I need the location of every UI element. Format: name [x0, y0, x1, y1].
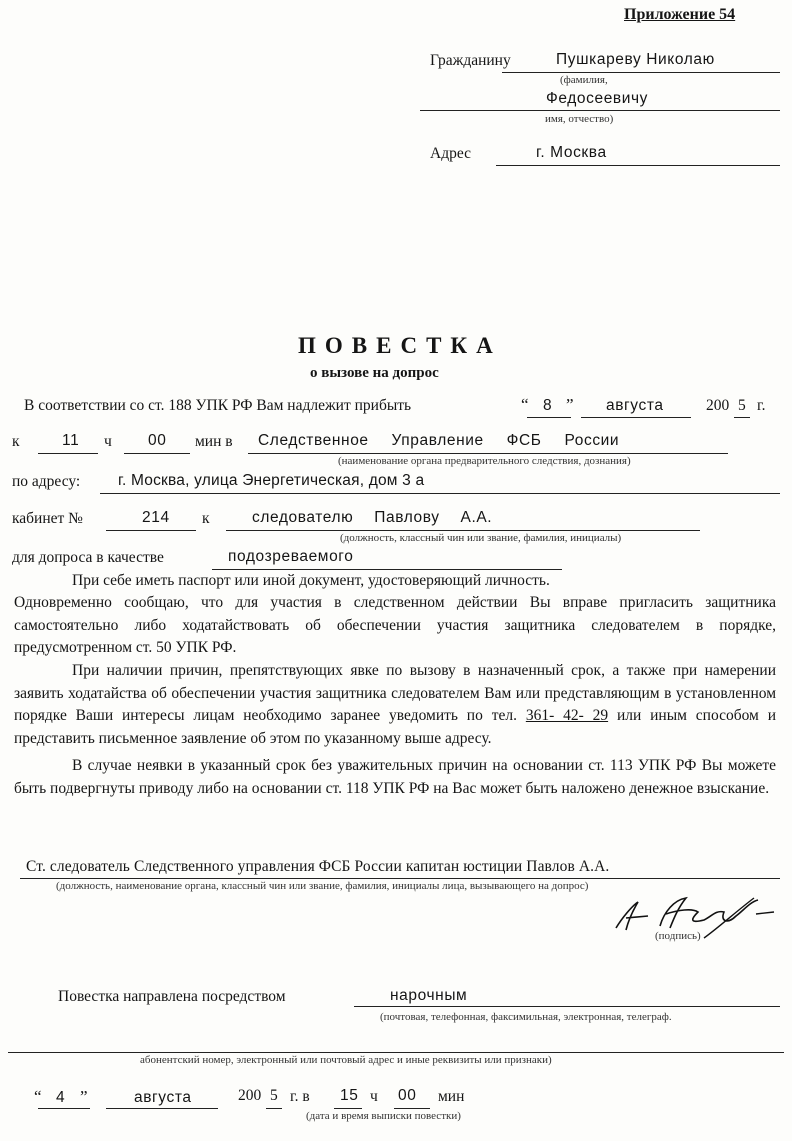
signer-line: [20, 878, 780, 879]
signature-caption: (подпись): [655, 930, 701, 942]
summons-organ: Следственное Управление ФСБ России: [258, 432, 620, 449]
signer-text: Ст. следователь Следственного управления ФСБ России капитан юстиции Павлов А.А.: [26, 858, 610, 875]
summons-quote-open: “: [521, 395, 529, 414]
summons-year-prefix: 200: [706, 397, 730, 414]
summons-officer-line: [226, 530, 700, 531]
summons-officer-caption: (должность, классный чин или звание, фамилия, инициалы): [340, 532, 622, 544]
recipient-surname-name: Пушкареву Николаю: [556, 51, 715, 68]
delivery-method: нарочным: [390, 987, 468, 1004]
issue-year-line: [266, 1108, 282, 1109]
summons-minute-unit: мин в: [195, 433, 233, 450]
issue-year-suffix: 5: [270, 1087, 278, 1104]
summons-hour-line: [38, 453, 98, 454]
summons-year-unit: г.: [757, 397, 766, 414]
paragraph-penalty: В случае неявки в указанный срок без уважительных причин на основании ст. 113 УПК РФ Вы можете быть подвергнуты приводу либо на основании ст. 118 УПК РФ на Вас может быть наложено денежное взыскание.: [14, 757, 776, 797]
recipient-patronymic: Федосеевичу: [546, 90, 649, 107]
delivery-requisites-line: [8, 1052, 784, 1053]
summons-day-line: [527, 417, 571, 418]
summons-officer: следователю Павлову А.А.: [252, 509, 493, 526]
summons-capacity: подозреваемого: [228, 548, 354, 565]
recipient-address: г. Москва: [536, 144, 607, 161]
issue-quote-close: ”: [80, 1087, 88, 1106]
document-subtitle: о вызове на допрос: [310, 365, 439, 381]
summons-day: 8: [543, 397, 553, 414]
appendix-label: Приложение 54: [624, 6, 736, 23]
summons-room-line: [106, 530, 196, 531]
summons-address-label: по адресу:: [12, 473, 81, 490]
recipient-surname-caption: (фамилия,: [560, 74, 608, 86]
summons-capacity-label: для допроса в качестве: [12, 549, 164, 566]
summons-room: 214: [142, 509, 170, 526]
summons-address: г. Москва, улица Энергетическая, дом 3 а: [118, 472, 425, 489]
issue-year-prefix: 200: [238, 1087, 262, 1104]
issue-minute-line: [394, 1108, 430, 1109]
summons-at-label: к: [12, 433, 20, 450]
paragraph-notice: При наличии причин, препятствующих явке по вызову в назначенный срок, а также при намерении заявить ходатайства об обеспечении участия защитника следователем Вам или представляющим в установленном порядке Ваши интересы лицам необходимо заранее уведомить по тел. 361- 42- 29 или иным способом и представить письменное заявление об этом по указанному выше адресу.: [14, 662, 777, 747]
issue-month: августа: [134, 1089, 192, 1106]
delivery-method-caption: (почтовая, телефонная, факсимильная, электронная, телеграф.: [380, 1011, 672, 1023]
recipient-name-line: [502, 72, 780, 73]
summons-year-line: [734, 417, 750, 418]
recipient-address-line: [496, 165, 780, 166]
signer-caption: (должность, наименование органа, классный чин или звание, фамилия, инициалы лица, вызывающего на допрос): [56, 880, 589, 892]
recipient-label: Гражданину: [430, 52, 511, 69]
issue-hour-unit: ч: [370, 1088, 378, 1105]
summons-organ-caption: (наименование органа предварительного следствия, дознания): [338, 455, 631, 467]
summons-month-line: [581, 417, 691, 418]
recipient-patronymic-line: [420, 110, 780, 111]
issue-month-line: [106, 1108, 218, 1109]
phone-number: 361- 42- 29: [525, 707, 609, 724]
summons-intro: В соответствии со ст. 188 УПК РФ Вам надлежит прибыть: [24, 397, 412, 414]
recipient-patronymic-caption: имя, отчество): [545, 113, 614, 125]
issue-hour-line: [334, 1108, 362, 1109]
delivery-method-line: [354, 1006, 780, 1007]
summons-organ-line: [248, 453, 728, 454]
summons-quote-close: ”: [566, 395, 574, 414]
document-title: ПОВЕСТКА: [298, 333, 502, 358]
summons-hour: 11: [62, 432, 80, 449]
summons-hour-unit: ч: [104, 433, 112, 450]
delivery-requisites-caption: абонентский номер, электронный или почтовый адрес и иные реквизиты или признаки): [140, 1054, 552, 1066]
summons-minute: 00: [148, 432, 167, 449]
summons-year-suffix: 5: [738, 397, 746, 414]
summons-room-label: кабинет №: [12, 510, 83, 527]
delivery-label: Повестка направлена посредством: [58, 988, 286, 1005]
issue-minute: 00: [398, 1087, 417, 1104]
issue-day: 4: [56, 1089, 66, 1106]
issue-hour: 15: [340, 1087, 359, 1104]
issue-quote-open: “: [34, 1087, 42, 1106]
issue-minute-unit: мин: [438, 1088, 465, 1105]
issue-caption: (дата и время выписки повестки): [306, 1110, 461, 1122]
paragraph-defender: Одновременно сообщаю, что для участия в следственном действии Вы вправе пригласить защитника самостоятельно либо ходатайствовать об обеспечении участия защитника следователем в порядке, предусмотренном ст. 50 УПК РФ.: [14, 594, 776, 656]
summons-minute-line: [124, 453, 190, 454]
recipient-address-label: Адрес: [430, 145, 471, 162]
summons-address-line: [100, 493, 780, 494]
issue-day-line: [38, 1108, 90, 1109]
paragraph-passport: При себе иметь паспорт или иной документ, удостоверяющий личность.: [72, 572, 550, 589]
summons-to-label: к: [202, 510, 210, 527]
summons-month: августа: [606, 397, 664, 414]
issue-year-unit: г. в: [290, 1088, 310, 1105]
